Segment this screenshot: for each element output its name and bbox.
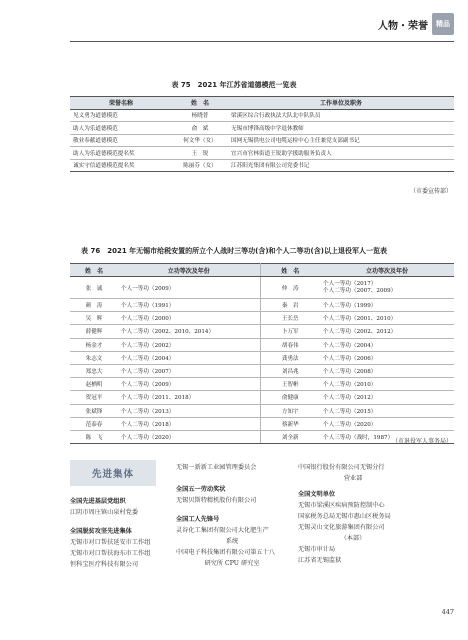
cell xyxy=(320,277,454,299)
cell: 颜 涛 xyxy=(70,299,118,312)
cell: 个人二等功（2002） xyxy=(118,338,260,351)
cell: 陈 飞 xyxy=(70,430,118,443)
cell: 个人一等功（2009） xyxy=(118,277,260,299)
cell: 个人二等功（2000） xyxy=(118,312,260,325)
table-row xyxy=(70,277,454,299)
cell-line: 个人二等功（2007、2009） xyxy=(323,287,397,294)
cell: 个人二等功（2008） xyxy=(320,364,454,377)
table-row xyxy=(70,391,454,404)
cell: 个人二等功（2018） xyxy=(118,417,260,430)
cell: 俞 斌 xyxy=(172,122,228,135)
cell: 诚实守信道德模范提名奖 xyxy=(70,159,172,172)
cell: 个人二等功（2020） xyxy=(320,417,454,430)
cell: 王长岳 xyxy=(260,312,320,325)
column-header: 姓 名 xyxy=(260,264,320,277)
cell: 个人二等功（1991） xyxy=(118,299,260,312)
page-number: 447 xyxy=(441,608,454,616)
table-row xyxy=(70,325,454,338)
table-row xyxy=(70,159,454,172)
column-header: 立功等次及年份 xyxy=(118,264,260,277)
cell: 个人二等功（2002、2012） xyxy=(320,325,454,338)
cell: 个人二等功（2001、2010） xyxy=(320,312,454,325)
list-item: 无锡市对口帮扶海东市工作组 xyxy=(70,550,151,557)
column-header: 立功等次及年份 xyxy=(320,264,454,277)
column-middle xyxy=(176,462,288,569)
table-row xyxy=(70,312,454,325)
category-heading: 全国脱贫攻坚先进集体 xyxy=(70,528,132,535)
column-header: 荣誉名称 xyxy=(70,97,172,110)
table-75-caption: 表 75 2021 年江苏省道德模范一览表 xyxy=(171,81,297,89)
list-item-continued: 系统 xyxy=(225,538,239,545)
table-row xyxy=(70,299,454,312)
table-76-source: （市退役军人事务局） xyxy=(391,438,452,445)
list-item: 无锡市对口帮扶延安市工作组 xyxy=(70,539,151,546)
table-row xyxy=(70,134,454,147)
cell: 个人二等功（2010） xyxy=(320,378,454,391)
cell: 见义勇为道德模范 xyxy=(70,109,172,122)
table-row xyxy=(70,378,454,391)
cell: 个人二等功（2012） xyxy=(320,391,454,404)
cell: 杨金才 xyxy=(70,338,118,351)
table-row xyxy=(70,364,454,377)
cell: 个人二等功（2013） xyxy=(118,404,260,417)
list-item: 中国电子科技集团有限公司第五十八 xyxy=(176,549,275,556)
cell: 宜兴市官林街道王锐助学援助服务负责人 xyxy=(228,147,454,160)
cell: 卜万军 xyxy=(260,325,320,338)
cell: 梁溪区综合行政执法大队北中队队员 xyxy=(228,109,454,122)
list-item: 灵谷化工集团有限公司大化肥生产 xyxy=(176,527,269,534)
header-rule xyxy=(70,41,454,42)
table-row xyxy=(70,404,454,417)
cell: 个人二等功（2020） xyxy=(118,430,260,443)
cell-line: 个人一等功（2017） xyxy=(323,280,377,287)
list-item-continued: 研究所 CPU 研究室 xyxy=(204,560,260,567)
cell: 薛健辉 xyxy=(70,325,118,338)
cell: 个人三等功（战时，1987） xyxy=(320,430,454,443)
cell: 秦 岩 xyxy=(260,299,320,312)
category-heading: 全国文明单位 xyxy=(298,491,336,498)
cell: 个人二等功（2006） xyxy=(320,351,454,364)
cell: 个人二等功（2015） xyxy=(320,404,454,417)
column-header: 姓 名 xyxy=(172,97,228,110)
section-heading: 先进集体 xyxy=(91,469,134,480)
column-left xyxy=(70,496,170,570)
table-row xyxy=(70,122,454,135)
cell: 杨晓普 xyxy=(172,109,228,122)
list-item: 无锡市梁溪区疾病预防控制中心 xyxy=(298,502,385,509)
table-76 xyxy=(70,263,454,444)
table-row xyxy=(70,147,454,160)
cell: 无锡市博锋高级中学退休教师 xyxy=(228,122,454,135)
cell: 郑忠大 xyxy=(70,364,118,377)
cell: 何文华（女） xyxy=(172,134,228,147)
list-item: 无锡贝斯特精机股份有限公司 xyxy=(176,497,257,504)
cell: 刘全新 xyxy=(260,430,320,443)
cell: 俞健康 xyxy=(260,391,320,404)
list-item: 国家税务总局无锡市惠山区税务局 xyxy=(298,513,391,520)
section-banner xyxy=(70,460,156,486)
cell: 陈丽芬（女） xyxy=(172,159,228,172)
cell: 助人为乐道德模范 xyxy=(70,122,172,135)
list-item: 江苏省无锡监狱 xyxy=(298,557,342,564)
cell: 胡春伟 xyxy=(260,338,320,351)
cell: 个人二等功（2004） xyxy=(118,351,260,364)
list-item: 恒科宝医疗科技有限公司 xyxy=(70,561,139,568)
cell: 个人二等功（2002、2010、2014） xyxy=(118,325,260,338)
cell: 张 诚 xyxy=(70,277,118,299)
table-row xyxy=(70,338,454,351)
cell: 王智彬 xyxy=(260,378,320,391)
list-item: 中国银行股份有限公司无锡分行 xyxy=(298,464,385,471)
cell: 江苏阳光集团有限公司党委书记 xyxy=(228,159,454,172)
category-heading: 全国工人先锋号 xyxy=(176,516,220,523)
table-75-source: （市委宣传部） xyxy=(409,188,452,195)
list-item-continued: 营业部 xyxy=(343,475,363,482)
cell: 国网无锡供电公司电缆运检中心主任兼党支部副书记 xyxy=(228,134,454,147)
table-row xyxy=(70,417,454,430)
cell: 朱志文 xyxy=(70,351,118,364)
cell: 个人二等功（1999） xyxy=(320,299,454,312)
page-header xyxy=(378,12,454,36)
table-75 xyxy=(70,96,454,172)
cell: 敬业奉献道德模范 xyxy=(70,134,172,147)
table-row xyxy=(70,351,454,364)
column-right xyxy=(298,462,458,566)
column-header: 姓 名 xyxy=(70,264,118,277)
cell: 个人二等功（2009） xyxy=(118,378,260,391)
list-item: 无锡市审计局 xyxy=(298,546,336,553)
category-heading: 全国五一劳动奖状 xyxy=(176,486,226,493)
cell: 吴 辉 xyxy=(70,312,118,325)
list-item: 无锡一新新工业园管理委员会 xyxy=(176,464,257,471)
table-row xyxy=(70,109,454,122)
cell: 方知宇 xyxy=(260,404,320,417)
list-item: 江阴市周庄镇山泉村党委 xyxy=(70,509,139,516)
table-76-caption: 表 76 2021 年无锡市给税安置的所立个人战时三等功(含)和个人二等功(含)以上退役军人一览表 xyxy=(81,247,387,255)
cell: 刘昌兆 xyxy=(260,364,320,377)
cell: 个人二等功（2007） xyxy=(118,364,260,377)
list-item-continued: （本部） xyxy=(340,535,366,542)
badge-icon: 精品 xyxy=(432,13,454,35)
cell: 龚勇法 xyxy=(260,351,320,364)
cell: 助人为乐道德模范提名奖 xyxy=(70,147,172,160)
cell: 贺冠平 xyxy=(70,391,118,404)
category-heading: 全国先进基层党组织 xyxy=(70,498,126,505)
cell: 赵栖明 xyxy=(70,378,118,391)
cell: 仲 涛 xyxy=(260,277,320,299)
cell: 蔡新华 xyxy=(260,417,320,430)
column-header: 工作单位及职务 xyxy=(228,97,454,110)
section-title: 人物・荣誉 xyxy=(378,20,428,32)
cell: 个人二等功（2011、2018） xyxy=(118,391,260,404)
cell: 王 锐 xyxy=(172,147,228,160)
list-item: 无锡灵山文化旅游集团有限公司 xyxy=(298,524,385,531)
cell: 范泰春 xyxy=(70,417,118,430)
cell: 个人二等功（2004） xyxy=(320,338,454,351)
cell: 张斌锋 xyxy=(70,404,118,417)
